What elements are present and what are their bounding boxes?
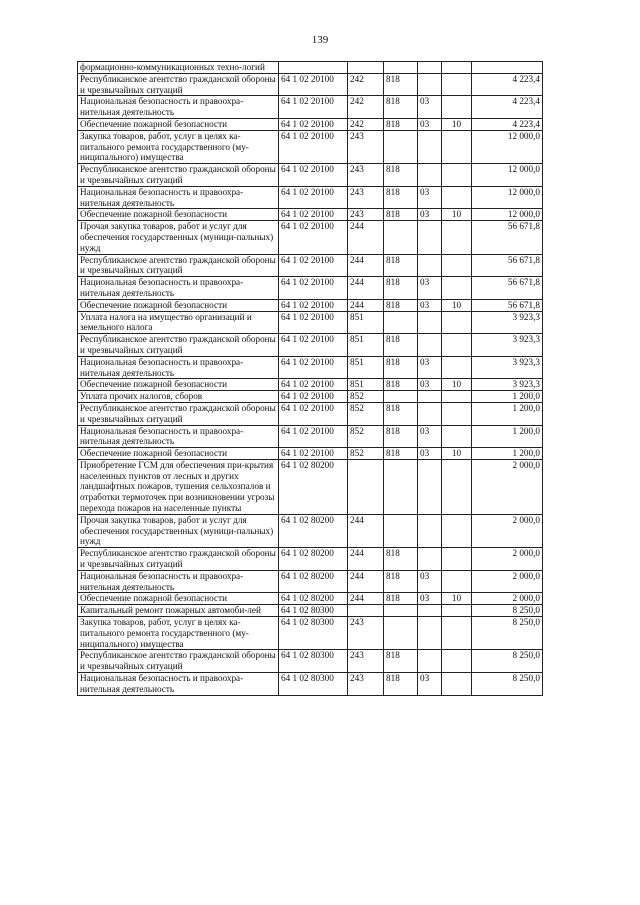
cell-section [418, 62, 442, 74]
table-row [78, 130, 543, 163]
cell-subsection [442, 130, 472, 163]
cell-expense-type: 244 [348, 299, 384, 311]
cell-subsection [442, 605, 472, 617]
cell-target-article [279, 62, 348, 74]
cell-target-article: 64 1 02 20100 [279, 96, 348, 119]
cell-expense-type: 244 [348, 221, 384, 254]
cell-section [418, 254, 442, 277]
cell-name: Обеспечение пожарной безопасности [78, 379, 279, 391]
cell-amount: 3 923,3 [472, 356, 543, 379]
cell-section: 03 [418, 299, 442, 311]
cell-section [418, 514, 442, 547]
cell-amount: 4 223,4 [472, 118, 543, 130]
cell-name: Обеспечение пожарной безопасности [78, 593, 279, 605]
table-row [78, 448, 543, 460]
cell-subsection [442, 334, 472, 357]
cell-subsection [442, 311, 472, 334]
cell-target-article: 64 1 02 20100 [279, 221, 348, 254]
cell-administrator: 818 [384, 186, 418, 209]
cell-administrator: 818 [384, 118, 418, 130]
cell-amount: 56 671,8 [472, 277, 543, 300]
cell-administrator: 818 [384, 402, 418, 425]
cell-name: Обеспечение пожарной безопасности [78, 448, 279, 460]
cell-target-article: 64 1 02 20100 [279, 425, 348, 448]
cell-target-article: 64 1 02 80300 [279, 617, 348, 650]
cell-name: Республиканское агентство гражданской обороны и чрезвычайных ситуаций [78, 334, 279, 357]
table-row [78, 605, 543, 617]
cell-subsection [442, 425, 472, 448]
cell-expense-type: 852 [348, 391, 384, 403]
cell-subsection: 10 [442, 593, 472, 605]
cell-administrator [384, 617, 418, 650]
cell-subsection [442, 459, 472, 514]
cell-expense-type [348, 605, 384, 617]
cell-administrator: 818 [384, 570, 418, 593]
cell-expense-type: 851 [348, 311, 384, 334]
cell-administrator: 818 [384, 356, 418, 379]
cell-subsection: 10 [442, 448, 472, 460]
cell-name: Национальная безопасность и правоохра-нительная деятельность [78, 186, 279, 209]
cell-amount: 1 200,0 [472, 425, 543, 448]
cell-expense-type: 852 [348, 448, 384, 460]
cell-section: 03 [418, 570, 442, 593]
cell-target-article: 64 1 02 20100 [279, 334, 348, 357]
cell-name: Республиканское агентство гражданской обороны и чрезвычайных ситуаций [78, 254, 279, 277]
table-row [78, 96, 543, 119]
cell-section: 03 [418, 593, 442, 605]
cell-expense-type: 243 [348, 617, 384, 650]
cell-target-article: 64 1 02 80200 [279, 548, 348, 571]
cell-expense-type: 244 [348, 548, 384, 571]
cell-amount: 12 000,0 [472, 164, 543, 187]
table-row [78, 593, 543, 605]
cell-expense-type: 244 [348, 514, 384, 547]
cell-target-article: 64 1 02 20100 [279, 391, 348, 403]
table-row [78, 379, 543, 391]
table-row [78, 311, 543, 334]
cell-expense-type: 851 [348, 356, 384, 379]
cell-name: Обеспечение пожарной безопасности [78, 209, 279, 221]
cell-subsection [442, 164, 472, 187]
cell-target-article: 64 1 02 20100 [279, 277, 348, 300]
cell-name: Национальная безопасность и правоохра-нительная деятельность [78, 673, 279, 696]
table-row [78, 570, 543, 593]
table-row [78, 73, 543, 96]
cell-administrator [384, 605, 418, 617]
cell-amount: 56 671,8 [472, 221, 543, 254]
cell-target-article: 64 1 02 80200 [279, 593, 348, 605]
table-row [78, 356, 543, 379]
cell-section: 03 [418, 673, 442, 696]
cell-name: Закупка товаров, работ, услуг в целях ка-питального ремонта государственного (му-ниципального) имущества [78, 617, 279, 650]
cell-amount: 12 000,0 [472, 186, 543, 209]
cell-administrator [384, 221, 418, 254]
cell-name: Национальная безопасность и правоохра-нительная деятельность [78, 96, 279, 119]
cell-subsection [442, 650, 472, 673]
cell-expense-type: 242 [348, 73, 384, 96]
cell-amount: 3 923,3 [472, 311, 543, 334]
cell-expense-type: 852 [348, 425, 384, 448]
cell-amount: 1 200,0 [472, 402, 543, 425]
cell-subsection [442, 617, 472, 650]
cell-expense-type: 244 [348, 570, 384, 593]
cell-target-article: 64 1 02 20100 [279, 209, 348, 221]
cell-section [418, 459, 442, 514]
cell-expense-type: 243 [348, 164, 384, 187]
table-row [78, 209, 543, 221]
cell-target-article: 64 1 02 80200 [279, 459, 348, 514]
cell-section: 03 [418, 277, 442, 300]
cell-section: 03 [418, 379, 442, 391]
cell-amount: 2 000,0 [472, 570, 543, 593]
cell-target-article: 64 1 02 20100 [279, 186, 348, 209]
cell-name: Уплата налога на имущество организаций и земельного налога [78, 311, 279, 334]
cell-section: 03 [418, 448, 442, 460]
cell-administrator: 818 [384, 334, 418, 357]
cell-expense-type: 244 [348, 254, 384, 277]
cell-amount: 8 250,0 [472, 605, 543, 617]
cell-target-article: 64 1 02 80300 [279, 650, 348, 673]
cell-section: 03 [418, 186, 442, 209]
budget-table-body [78, 62, 543, 696]
cell-administrator: 818 [384, 673, 418, 696]
cell-subsection [442, 186, 472, 209]
cell-section [418, 402, 442, 425]
table-row [78, 254, 543, 277]
cell-section [418, 391, 442, 403]
cell-amount [472, 62, 543, 74]
cell-section [418, 617, 442, 650]
cell-target-article: 64 1 02 20100 [279, 73, 348, 96]
cell-target-article: 64 1 02 20100 [279, 164, 348, 187]
cell-subsection [442, 514, 472, 547]
cell-amount: 8 250,0 [472, 650, 543, 673]
cell-amount: 12 000,0 [472, 130, 543, 163]
cell-target-article: 64 1 02 80200 [279, 570, 348, 593]
cell-name: формационно-коммуникационных техно-логий [78, 62, 279, 74]
cell-expense-type: 851 [348, 379, 384, 391]
cell-expense-type: 244 [348, 593, 384, 605]
cell-administrator: 818 [384, 96, 418, 119]
page-number: 139 [311, 34, 329, 46]
cell-name: Уплата прочих налогов, сборов [78, 391, 279, 403]
cell-subsection [442, 548, 472, 571]
cell-administrator [384, 391, 418, 403]
table-row [78, 186, 543, 209]
cell-target-article: 64 1 02 20100 [279, 356, 348, 379]
cell-target-article: 64 1 02 20100 [279, 448, 348, 460]
cell-amount: 3 923,3 [472, 379, 543, 391]
cell-administrator: 818 [384, 548, 418, 571]
table-row [78, 514, 543, 547]
cell-administrator: 818 [384, 379, 418, 391]
budget-table [77, 61, 543, 696]
cell-amount: 8 250,0 [472, 673, 543, 696]
cell-administrator: 818 [384, 277, 418, 300]
table-row [78, 402, 543, 425]
cell-amount: 56 671,8 [472, 299, 543, 311]
table-row [78, 673, 543, 696]
table-row [78, 164, 543, 187]
cell-subsection [442, 391, 472, 403]
cell-amount: 4 223,4 [472, 73, 543, 96]
cell-section [418, 164, 442, 187]
cell-administrator: 818 [384, 164, 418, 187]
cell-administrator: 818 [384, 209, 418, 221]
cell-administrator: 818 [384, 299, 418, 311]
cell-name: Республиканское агентство гражданской обороны и чрезвычайных ситуаций [78, 548, 279, 571]
cell-target-article: 64 1 02 80200 [279, 514, 348, 547]
cell-expense-type: 243 [348, 186, 384, 209]
cell-expense-type: 244 [348, 277, 384, 300]
cell-amount: 2 000,0 [472, 514, 543, 547]
cell-administrator [384, 62, 418, 74]
cell-name: Капитальный ремонт пожарных автомоби-лей [78, 605, 279, 617]
cell-administrator [384, 514, 418, 547]
cell-subsection [442, 356, 472, 379]
cell-name: Республиканское агентство гражданской обороны и чрезвычайных ситуаций [78, 164, 279, 187]
cell-administrator [384, 311, 418, 334]
cell-expense-type: 243 [348, 673, 384, 696]
cell-target-article: 64 1 02 20100 [279, 254, 348, 277]
cell-name: Прочая закупка товаров, работ и услуг для обеспечения государственных (муници-пальных) нужд [78, 514, 279, 547]
cell-name: Национальная безопасность и правоохра-нительная деятельность [78, 570, 279, 593]
cell-section: 03 [418, 356, 442, 379]
cell-name: Республиканское агентство гражданской обороны и чрезвычайных ситуаций [78, 650, 279, 673]
cell-amount: 4 223,4 [472, 96, 543, 119]
cell-subsection: 10 [442, 299, 472, 311]
cell-name: Закупка товаров, работ, услуг в целях ка-питального ремонта государственного (му-ниципального) имущества [78, 130, 279, 163]
table-row [78, 617, 543, 650]
cell-section [418, 650, 442, 673]
cell-section [418, 548, 442, 571]
cell-section [418, 221, 442, 254]
cell-target-article: 64 1 02 20100 [279, 402, 348, 425]
cell-expense-type: 852 [348, 402, 384, 425]
cell-section [418, 311, 442, 334]
cell-administrator: 818 [384, 73, 418, 96]
table-row [78, 459, 543, 514]
cell-target-article: 64 1 02 20100 [279, 379, 348, 391]
cell-subsection [442, 221, 472, 254]
cell-subsection: 10 [442, 379, 472, 391]
cell-subsection: 10 [442, 118, 472, 130]
cell-section [418, 334, 442, 357]
cell-administrator: 818 [384, 254, 418, 277]
cell-subsection [442, 62, 472, 74]
cell-name: Приобретение ГСМ для обеспечения при-крытия населенных пунктов от лесных и других ландшафтных пожаров, тушения сельхозпалов и отработки термоточек при возникновении угрозы перехода пожаров на населенные пункты [78, 459, 279, 514]
cell-target-article: 64 1 02 20100 [279, 299, 348, 311]
table-row [78, 334, 543, 357]
cell-expense-type: 242 [348, 96, 384, 119]
table-row [78, 299, 543, 311]
cell-amount: 8 250,0 [472, 617, 543, 650]
table-row [78, 221, 543, 254]
cell-name: Прочая закупка товаров, работ и услуг для обеспечения государственных (муници-пальных) нужд [78, 221, 279, 254]
cell-subsection [442, 254, 472, 277]
cell-expense-type: 851 [348, 334, 384, 357]
cell-section: 03 [418, 209, 442, 221]
cell-administrator [384, 130, 418, 163]
cell-name: Национальная безопасность и правоохра-нительная деятельность [78, 277, 279, 300]
cell-amount: 12 000,0 [472, 209, 543, 221]
cell-section [418, 605, 442, 617]
table-row [78, 62, 543, 74]
table-row [78, 425, 543, 448]
table-row [78, 277, 543, 300]
cell-section: 03 [418, 96, 442, 119]
cell-administrator: 818 [384, 448, 418, 460]
cell-section: 03 [418, 118, 442, 130]
cell-subsection [442, 673, 472, 696]
cell-administrator: 818 [384, 593, 418, 605]
cell-name: Национальная безопасность и правоохра-нительная деятельность [78, 356, 279, 379]
cell-expense-type: 243 [348, 130, 384, 163]
cell-amount: 3 923,3 [472, 334, 543, 357]
cell-subsection: 10 [442, 209, 472, 221]
cell-expense-type: 242 [348, 118, 384, 130]
cell-administrator: 818 [384, 425, 418, 448]
cell-amount: 2 000,0 [472, 548, 543, 571]
cell-target-article: 64 1 02 80300 [279, 605, 348, 617]
cell-name: Национальная безопасность и правоохра-нительная деятельность [78, 425, 279, 448]
cell-name: Обеспечение пожарной безопасности [78, 118, 279, 130]
cell-subsection [442, 402, 472, 425]
cell-target-article: 64 1 02 20100 [279, 118, 348, 130]
table-row [78, 118, 543, 130]
cell-amount: 1 200,0 [472, 448, 543, 460]
table-row [78, 650, 543, 673]
cell-name: Республиканское агентство гражданской обороны и чрезвычайных ситуаций [78, 73, 279, 96]
cell-amount: 56 671,8 [472, 254, 543, 277]
cell-section [418, 130, 442, 163]
table-row [78, 548, 543, 571]
cell-amount: 2 000,0 [472, 459, 543, 514]
cell-expense-type [348, 62, 384, 74]
cell-target-article: 64 1 02 20100 [279, 311, 348, 334]
cell-target-article: 64 1 02 80300 [279, 673, 348, 696]
cell-expense-type: 243 [348, 209, 384, 221]
cell-amount: 2 000,0 [472, 593, 543, 605]
cell-administrator: 818 [384, 650, 418, 673]
cell-section: 03 [418, 425, 442, 448]
cell-section [418, 73, 442, 96]
table-row [78, 391, 543, 403]
cell-expense-type [348, 459, 384, 514]
cell-administrator [384, 459, 418, 514]
cell-name: Республиканское агентство гражданской обороны и чрезвычайных ситуаций [78, 402, 279, 425]
cell-name: Обеспечение пожарной безопасности [78, 299, 279, 311]
cell-subsection [442, 277, 472, 300]
cell-subsection [442, 570, 472, 593]
cell-expense-type: 243 [348, 650, 384, 673]
cell-subsection [442, 96, 472, 119]
cell-target-article: 64 1 02 20100 [279, 130, 348, 163]
cell-amount: 1 200,0 [472, 391, 543, 403]
cell-subsection [442, 73, 472, 96]
